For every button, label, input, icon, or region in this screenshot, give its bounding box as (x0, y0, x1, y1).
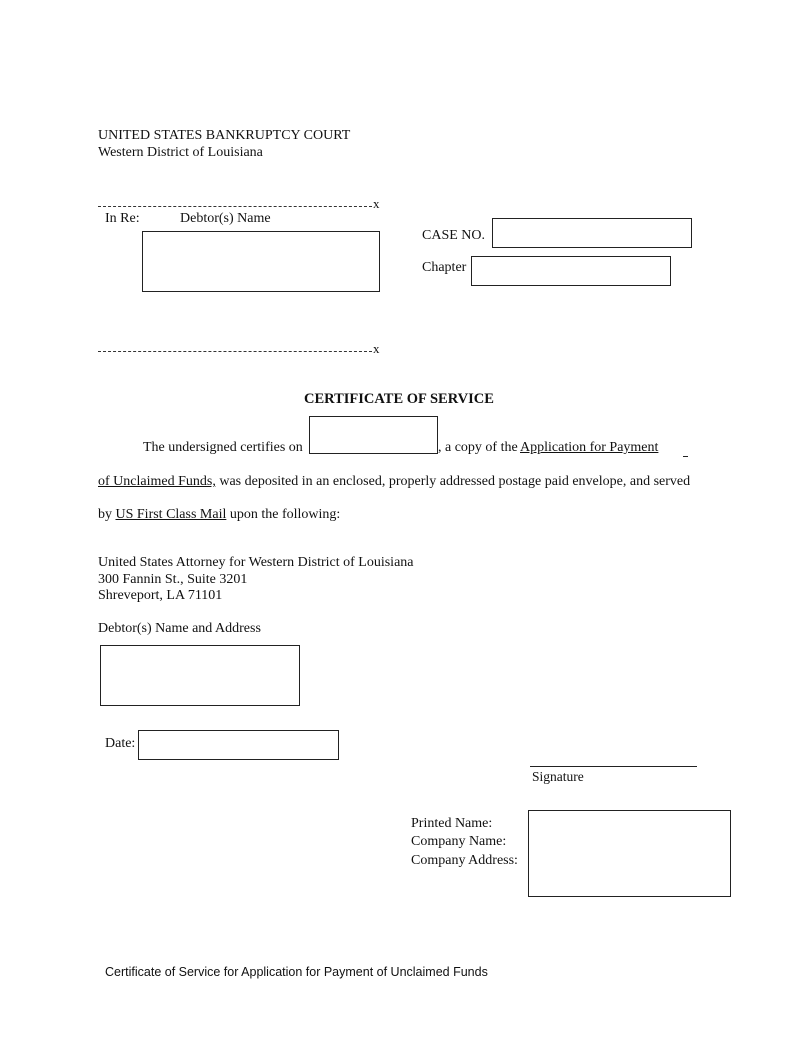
debtor-name-label: Debtor(s) Name (180, 211, 271, 226)
chapter-field[interactable] (471, 256, 671, 286)
recipient-line1: United States Attorney for Western District of Louisiana (98, 555, 414, 570)
certify-line1-prefix: The undersigned certifies on (143, 440, 303, 455)
signature-label: Signature (532, 769, 584, 784)
mail-method: US First Class Mail (115, 507, 227, 522)
certify-line1-mid: , a copy of the (438, 440, 518, 455)
service-date-field[interactable] (309, 416, 438, 454)
caption-divider-top (98, 206, 372, 207)
page-footer: Certificate of Service for Application for Payment of Unclaimed Funds (105, 965, 488, 979)
chapter-label: Chapter (422, 260, 467, 275)
in-re-label: In Re: (105, 211, 140, 226)
date-field[interactable] (138, 730, 339, 760)
certify-line3-rest: upon the following: (226, 507, 341, 522)
case-no-label: CASE NO. (422, 228, 486, 243)
signer-info-field[interactable] (528, 810, 731, 897)
recipient-line3: Shreveport, LA 71101 (98, 588, 223, 603)
caption-divider-bottom (98, 351, 372, 352)
application-title-cont: of Unclaimed Funds, (98, 474, 216, 489)
recipient-line2: 300 Fannin St., Suite 3201 (98, 572, 248, 587)
caption-divider-top-x: x (373, 196, 380, 211)
certify-line3-prefix: by (98, 507, 116, 522)
debtor-address-field[interactable] (100, 645, 300, 706)
signature-line[interactable] (530, 766, 697, 767)
court-name: UNITED STATES BANKRUPTCY COURT (98, 128, 351, 143)
case-no-field[interactable] (492, 218, 692, 248)
certify-line3 (98, 507, 340, 523)
certify-line2-rest: was deposited in an enclosed, properly addressed postage paid envelope, and served (215, 474, 691, 489)
district-name: Western District of Louisiana (98, 145, 263, 160)
date-label: Date: (105, 736, 136, 751)
debtor-address-label: Debtor(s) Name and Address (98, 621, 261, 636)
printed-name-label: Printed Name: (411, 816, 493, 831)
certificate-title: CERTIFICATE OF SERVICE (304, 391, 494, 407)
debtor-name-field[interactable] (142, 231, 380, 292)
application-title: Application for Payment (520, 440, 659, 455)
company-address-label: Company Address: (411, 853, 518, 868)
caption-divider-bottom-x: x (373, 341, 380, 356)
company-name-label: Company Name: (411, 834, 507, 849)
certify-line2 (98, 474, 690, 490)
trailing-underline (683, 456, 688, 457)
